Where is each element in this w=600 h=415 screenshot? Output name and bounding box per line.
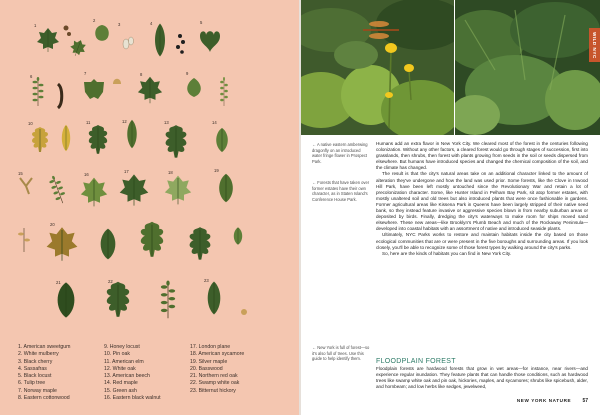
leaf-london-plane <box>81 178 107 207</box>
specimen-number: 9 <box>186 71 189 76</box>
legend-item: 16. Eastern black walnut <box>104 395 161 402</box>
leaf-honey-locust <box>220 77 228 106</box>
specimen-number: 4 <box>150 21 153 26</box>
leaf-illustrations <box>0 0 299 345</box>
legend-column-1 <box>18 344 70 402</box>
legend-item: 9. Honey locust <box>104 344 140 350</box>
legend-item: 13. American beech <box>104 373 150 380</box>
specimen-number: 1 <box>34 23 37 28</box>
legend-item: 4. Sassafras <box>18 365 47 372</box>
specimen-number: 18 <box>168 170 173 175</box>
leaf-red-maple <box>166 125 187 158</box>
article-body <box>376 141 588 257</box>
legend-column-2 <box>104 344 161 402</box>
nut <box>241 309 247 315</box>
leaf-american-beech <box>127 120 136 149</box>
legend-item: 23. Bitternut hickory <box>190 387 236 394</box>
leaf-sweetgum <box>37 28 59 52</box>
legend-item: 12. White oak <box>104 365 136 372</box>
flower-tulip-tree <box>113 79 121 84</box>
leaf-plate-page <box>0 0 299 415</box>
leaf-linden <box>101 229 116 260</box>
leaf-small-round <box>234 227 242 245</box>
legend-item: 6. Tulip tree <box>18 380 46 387</box>
leaf-mulberry <box>95 25 109 41</box>
legend-item: 8. Eastern cottonwood <box>18 395 70 402</box>
pods-black-locust <box>58 84 62 108</box>
specimen-number: 11 <box>86 120 91 125</box>
leaf-sweetgum-2 <box>68 37 88 58</box>
leaf-black-cherry <box>155 24 165 57</box>
specimen-number: 12 <box>122 119 127 124</box>
specimen-number: 2 <box>93 18 96 23</box>
specimen-number: 8 <box>140 72 143 77</box>
specimen-number: 6 <box>30 74 33 79</box>
legend-item: 19. Silver maple <box>190 358 228 365</box>
specimen-number: 23 <box>204 278 209 283</box>
section-heading: FLOODPLAIN FOREST <box>376 358 456 365</box>
legend-item: 3. Black cherry <box>18 358 53 365</box>
specimen-number: 5 <box>200 20 203 25</box>
samaras <box>20 178 32 194</box>
leaf-cottonwood <box>187 78 201 97</box>
page-number: 57 <box>582 398 588 404</box>
leaf-sycamore <box>120 174 149 205</box>
leaf-sassafras <box>200 31 220 52</box>
leaf-swamp-white-oak <box>107 282 129 317</box>
leaf-sprig <box>18 228 30 252</box>
berries-black-cherry <box>176 34 185 54</box>
legend-item: 11. American elm <box>104 358 144 365</box>
specimen-number: 20 <box>50 222 55 227</box>
photo-dragonfly-pond <box>301 0 454 135</box>
legend-item: 21. Northern red oak <box>190 373 238 380</box>
legend-item: 5. Black locust <box>18 373 52 380</box>
specimen-number: 3 <box>118 22 121 27</box>
leaf-norway-maple <box>138 77 162 103</box>
leaf-american-elm <box>62 125 70 151</box>
legend-item: 20. Basswood <box>190 365 223 372</box>
legend-column-3 <box>190 344 244 395</box>
legend-item: 1. American sweetgum <box>18 344 71 350</box>
specimen-number: 10 <box>28 121 33 126</box>
specimen-number: 14 <box>212 120 217 125</box>
legend-item: 22. Swamp white oak <box>190 380 240 387</box>
leaf-red-oak <box>190 227 211 260</box>
specimen-number: 17 <box>124 169 129 174</box>
caption-forest: ← Forests that have taken over former estates have their own character, as in Staten Island's Conference House Park. <box>312 180 370 202</box>
specimen-number: 16 <box>84 172 89 177</box>
berries-mulberry <box>123 37 134 49</box>
specimen-number: 22 <box>108 279 113 284</box>
paragraph: Humans add an extra flavor in New York City. We cleared most of the forest in the centuries following colonization. Without any other factors, a cleared forest would go through stages of succession, first into grasslands, then shrubs, then forest with plants growing from seeds in the soil or seeds dispersed from elsewhere. But humans have introduced species and changed the chemical composition of the soil, and the climate has changed. <box>376 141 588 171</box>
section-tab-wild-nyc: WILD NYC <box>589 28 600 62</box>
photo-forest-understory <box>455 0 600 135</box>
running-footer-title: NEW YORK NATURE <box>516 398 572 403</box>
leaf-basswood <box>219 174 233 203</box>
section-body <box>376 366 588 390</box>
leaf-black-walnut <box>48 174 68 205</box>
legend-item: 17. London plane <box>190 344 231 350</box>
leaf-silver-maple <box>165 176 191 205</box>
leaf-white-oak <box>89 125 107 154</box>
paragraph: So, here are the kinds of habitats you can find in New York City. <box>382 250 512 256</box>
specimen-numbers <box>18 18 219 285</box>
leaf-maple-large <box>47 227 78 261</box>
leaf-hickory-pair <box>208 282 221 315</box>
leaf-tulip-tree <box>84 79 104 99</box>
paragraph: Floodplain forests are hardwood forests that grow in wet areas—for instance, near rivers—and experience regular inundation. They feature plants that can handle those conditions, such as hardwood trees like swamp white oak and pin oak, hickories, maples, and sycamores; shrubs like spicebush, alder, and hornbeam; and low herbs like sedges, jewelweed, <box>376 366 588 390</box>
page-footer <box>517 398 588 404</box>
specimen-number: 15 <box>18 171 23 176</box>
paragraph: Ultimately, NYC Parks works to restore and maintain habitats inside the city based on those ecological communities that are or were present in the five boroughs and surrounding areas. If you look closely, you'll be able to recognize some of those forest types by walking around the city's parks. <box>376 232 588 250</box>
leaf-pin-oak <box>32 127 48 152</box>
paragraph: The result is that the city's natural areas take on an additional character linked to the amount of alteration they've undergone and how the land was used prior. Some forests, like the Clove in Inwood Hill Park, have been left mostly untouched since the Revolutionary War and retain a lot of precolonization character. Some, like Hunter Island in Pelham Bay Park, sit atop former estates, with mostly unaltered soil and old trees but also introduced plants that were once fashionable in gardens. Former agricultural areas like Kissena Park in Queens have been largely stripped of their native seed bank, so they instead feature invasive or aggressive species blown in from nearby suburban areas or deposited by birds. Finally, dredging the city's waterways to make room for ships moved sand elsewhere. These new areas—like Brooklyn's Plumb Beach and much of the Rockaway Peninsula—developed into coastal habitats with an assortment of native and introduced seaside plants. <box>376 171 588 232</box>
seedpod-sweetgum <box>64 26 72 37</box>
specimen-number: 19 <box>214 168 219 173</box>
legend-item: 10. Pin oak <box>104 351 130 358</box>
legend-item: 2. White mulberry <box>18 351 59 358</box>
legend-item: 15. Green ash <box>104 387 137 394</box>
caption-dragonfly: ← A native eastern amberwing dragonfly on an introduced water fringe flower in Prospect Park. <box>312 142 368 164</box>
legend-item: 7. Norway maple <box>18 387 57 394</box>
caption-tree-guide: ← New York is full of forest—so it's also full of trees. Use this guide to help identify them. <box>312 345 370 362</box>
leaf-green-ash <box>216 128 228 152</box>
legend-item: 18. American sycamore <box>190 351 245 358</box>
legend-item: 14. Red maple <box>104 380 138 387</box>
leaf-bitternut-hickory <box>161 281 175 319</box>
specimen-number: 13 <box>164 120 169 125</box>
leaf-northern-red-oak <box>58 282 75 317</box>
leaf-oak-large <box>141 222 163 257</box>
leaf-black-locust <box>33 77 44 106</box>
specimen-number: 21 <box>56 280 61 285</box>
specimen-number: 7 <box>84 71 87 76</box>
